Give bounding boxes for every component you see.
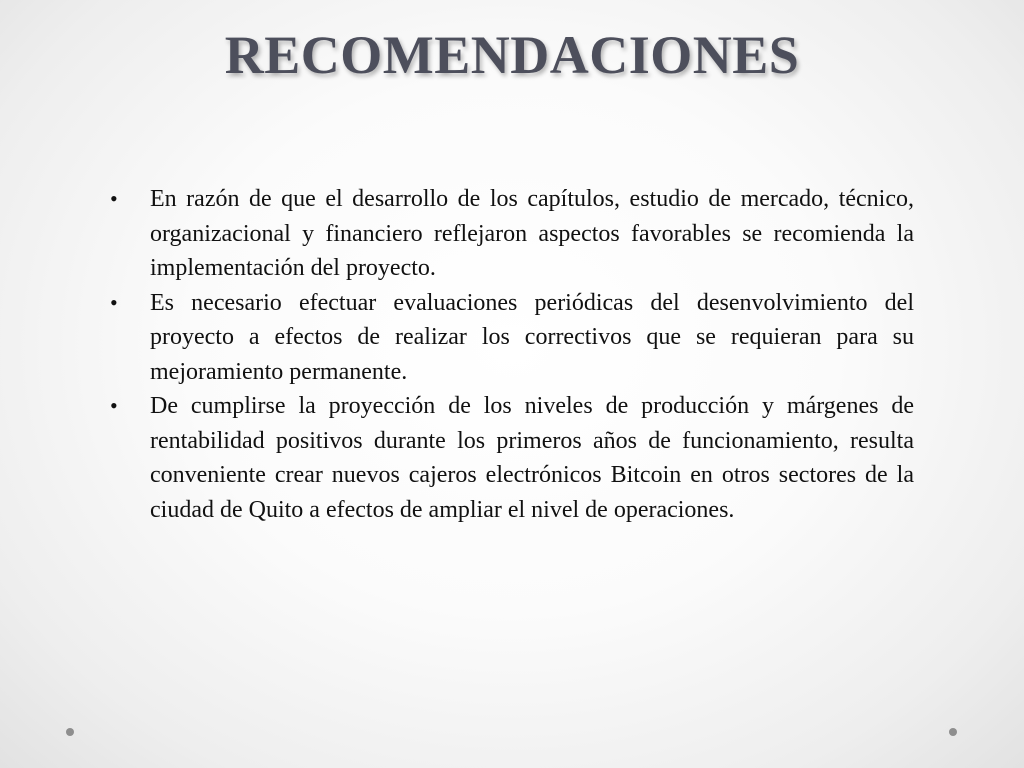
bullet-icon: • xyxy=(110,289,118,315)
bullet-item xyxy=(108,286,914,390)
corner-dot-right-icon xyxy=(949,728,957,736)
corner-dot-left-icon xyxy=(66,728,74,736)
bullet-list xyxy=(108,182,914,527)
bullet-text: Es necesario efectuar evaluaciones periódicas del desenvolvimiento del proyecto a efectos de realizar los correctivos que se requieran para su mejoramiento permanente. xyxy=(150,289,914,385)
bullet-item xyxy=(108,182,914,286)
slide-title: RECOMENDACIONES xyxy=(224,25,800,85)
bullet-icon: • xyxy=(110,393,118,418)
bullet-item xyxy=(108,389,914,527)
bullet-text: De cumplirse la proyección de los niveles de producción y márgenes de rentabilidad positivos durante los primeros años de funcionamiento, resulta conveniente crear nuevos cajeros electrónicos Bitcoin en otros sectores de la ciudad de Quito a efectos de ampliar el nivel de operaciones. xyxy=(150,393,914,523)
bullet-icon: • xyxy=(110,186,118,211)
bullet-text: En razón de que el desarrollo de los capítulos, estudio de mercado, técnico, organizacional y financiero reflejaron aspectos favorables se recomienda la implementación del proyecto. xyxy=(150,186,914,281)
